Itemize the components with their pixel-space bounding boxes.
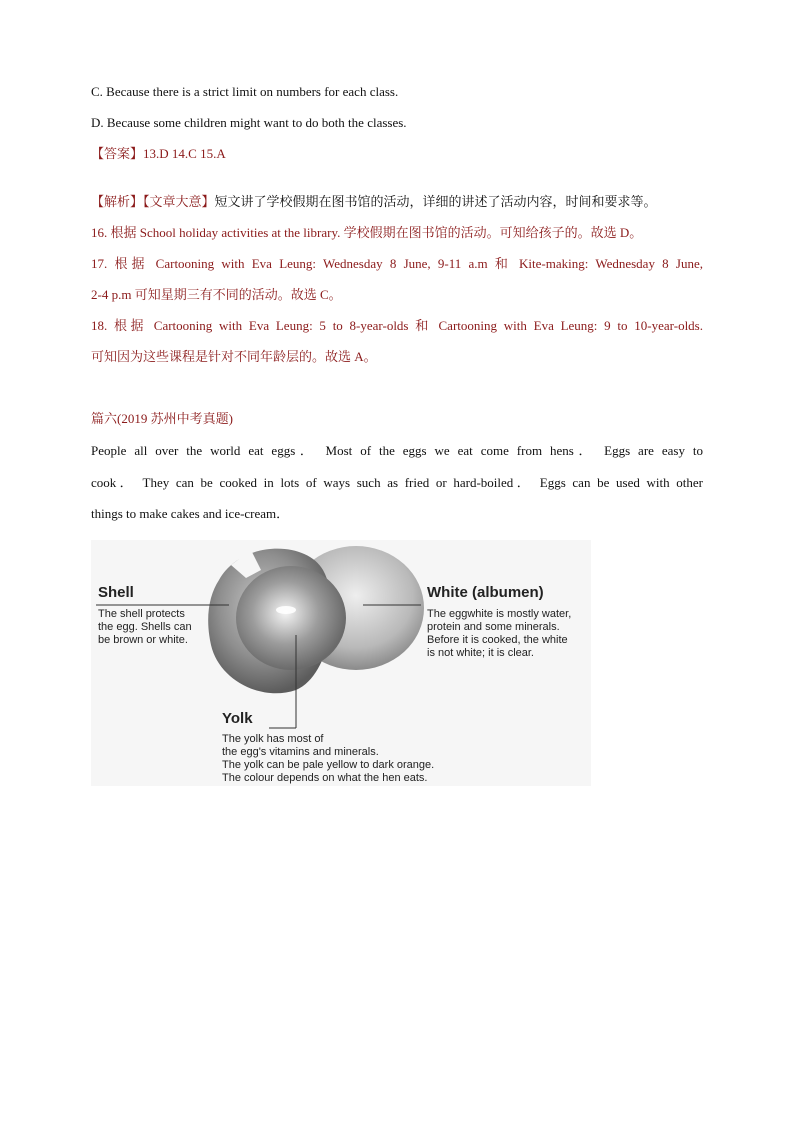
- yolk-title: Yolk: [222, 710, 253, 727]
- egg-yolk-shape: [236, 566, 346, 670]
- answer-text: 13.D 14.C 15.A: [143, 146, 226, 161]
- egg-diagram: [91, 540, 591, 786]
- analysis-q17-line2: 2-4 p.m 可知星期三有不同的活动。故选 C。: [91, 287, 342, 302]
- option-c: C. Because there is a strict limit on numbers for each class.: [91, 84, 399, 99]
- paragraph-line-3: things to make cakes and ice-cream．: [91, 506, 290, 521]
- summary-label: 【文章大意】: [143, 194, 215, 209]
- paragraph-line-2: cook． They can be cooked in lots of ways such as fried or hard-boiled． Eggs can be used with other: [91, 475, 703, 490]
- analysis-q18-line1: 18. 根据 Cartooning with Eva Leung: 5 to 8-year-olds 和 Cartooning with Eva Leung: 9 to 10-year-olds.: [91, 318, 703, 333]
- analysis-q18-line2: 可知因为这些课程是针对不同年龄层的。故选 A。: [91, 349, 377, 364]
- option-d: D. Because some children might want to do both the classes.: [91, 115, 407, 130]
- yolk-text: The yolk has most of the egg's vitamins and minerals. The yolk can be pale yellow to dark orange. The colour depends on what the hen eats.: [222, 733, 435, 784]
- answer-label: 【答案】: [91, 146, 144, 161]
- analysis-q16: 16. 根据 School holiday activities at the library. 学校假期在图书馆的活动。可知给孩子的。故选 D。: [91, 225, 643, 240]
- section-title: 篇六(2019 苏州中考真题): [91, 411, 233, 426]
- shell-text: The shell protects the egg. Shells can be brown or white.: [98, 608, 192, 646]
- answer-line: [91, 145, 226, 163]
- analysis-q17-line1: 17. 根据 Cartooning with Eva Leung: Wednesday 8 June, 9-11 a.m 和 Kite-making: Wednesday 8 June,: [91, 256, 703, 271]
- white-title: White (albumen): [427, 584, 544, 601]
- summary-text: 短文讲了学校假期在图书馆的活动，详细的讲述了活动内容，时间和要求等。: [214, 194, 657, 209]
- paragraph-line-1: People all over the world eat eggs． Most of the eggs we eat come from hens． Eggs are easy to: [91, 443, 703, 458]
- white-text: The eggwhite is mostly water, protein and some minerals. Before it is cooked, the white is not white; it is clear.: [427, 608, 572, 659]
- analysis-summary: [91, 193, 657, 211]
- shell-title: Shell: [98, 584, 134, 601]
- analysis-label: 【解析】: [91, 194, 144, 209]
